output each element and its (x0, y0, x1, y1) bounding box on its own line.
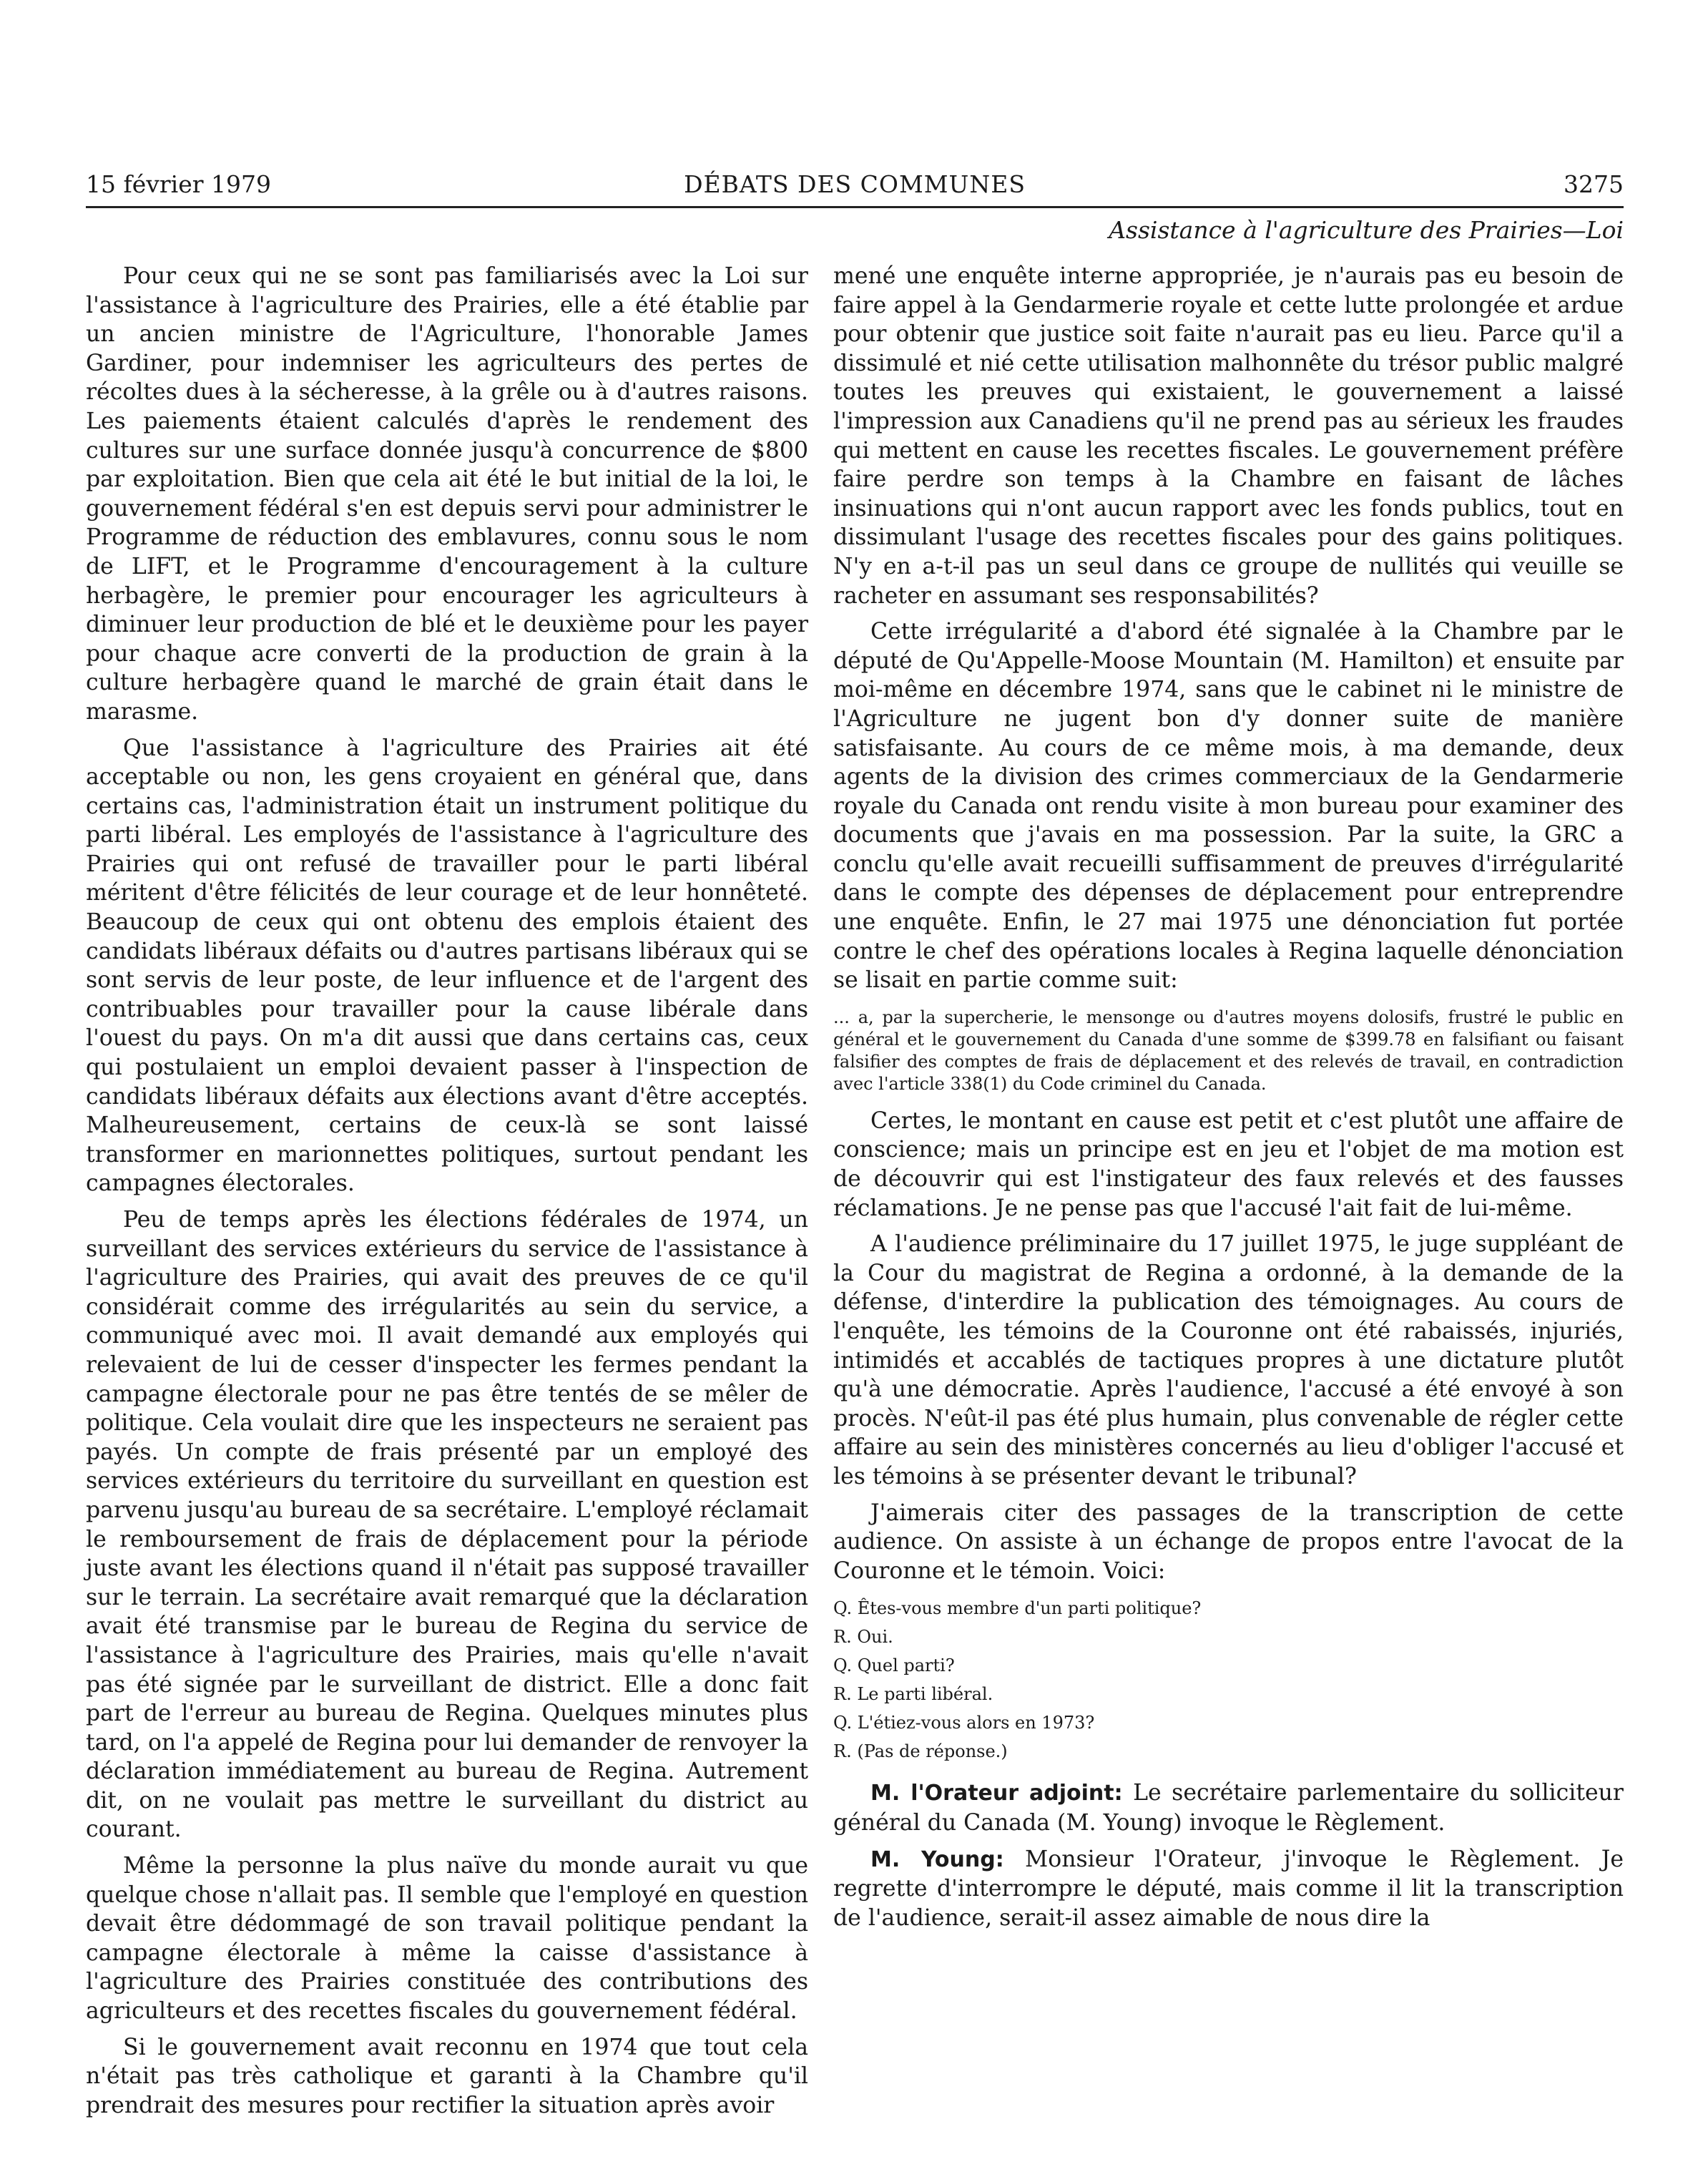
block-quote: ... a, par la supercherie, le mensonge ou d'autres moyens dolosifs, frustré le public en général et le gouvernement du Canada d'une somme de $399.78 en falsifiant ou faisant falsifier des comptes de frais de déplacement et des relevés de travail, en contradiction avec l'article 338(1) du Code criminel du Canada. (833, 1007, 1624, 1094)
paragraph: Même la personne la plus naïve du monde aurait vu que quelque chose n'allait pas. Il semble que l'employé en question devait être dédommagé de son travail politique pendant la campagne électorale à même la caisse d'assistance à l'agriculture des Prairies constituée des contributions des agriculteurs et des recettes fiscales du gouvernement fédéral. (86, 1853, 808, 2025)
paragraph: Cette irrégularité a d'abord été signalée à la Chambre par le député de Qu'Appelle-Moose Mountain (M. Hamilton) et ensuite par moi-même en décembre 1974, sans que le cabinet ni le ministre de l'Agriculture ne jugent bon d'y donner suite de manière satisfaisante. Au cours de ce même mois, à ma demande, deux agents de la division des crimes commerciaux de la Gendarmerie royale du Canada ont rendu visite à mon bureau pour examiner des documents que j'avais en ma possession. Par la suite, la GRC a conclu qu'elle avait recueilli suffisamment de preuves d'irrégularité dans le compte des dépenses de déplacement pour entreprendre une enquête. Enfin, le 27 mai 1975 une dénonciation fut portée contre le chef des opérations locales à Regina laquelle dénonciation se lisait en partie comme suit: (833, 619, 1624, 994)
paragraph: J'aimerais citer des passages de la transcription de cette audience. On assiste à un échange de propos entre l'avocat de la Couronne et le témoin. Voici: (833, 1500, 1624, 1584)
speech-paragraph (833, 1845, 1624, 1933)
page-number: 3275 (1564, 170, 1624, 198)
running-title: Assistance à l'agriculture des Prairies—Loi (1109, 216, 1624, 244)
speech-paragraph (833, 1779, 1624, 1837)
header-date: 15 février 1979 (86, 170, 271, 198)
speech-text: Monsieur l'Orateur, j'invoque le Règlement. Je regrette d'interrompre le député, mais comme il lit la transcription de l'audience, serait-il assez aimable de nous dire la (833, 1846, 1624, 1931)
speech-text: Le secrétaire parlementaire du solliciteur général du Canada (M. Young) invoque le Règlement. (833, 1780, 1624, 1836)
speaker-name: M. Young: (870, 1846, 1004, 1872)
paragraph: Que l'assistance à l'agriculture des Prairies ait été acceptable ou non, les gens croyaient en général que, dans certains cas, l'administration était un instrument politique du parti libéral. Les employés de l'assistance à l'agriculture des Prairies qui ont refusé de travailler pour le parti libéral méritent d'être félicités de leur courage et de leur honnêteté. Beaucoup de ceux qui ont obtenu des emplois étaient des candidats libéraux défaits ou d'autres partisans libéraux qui se sont servis de leur poste, de leur influence et de l'argent des contribuables pour travailler pour la cause libérale dans l'ouest du pays. On m'a dit aussi que dans certains cas, ceux qui postulaient un emploi devaient passer à l'inspection de candidats libéraux défaits aux élections avant d'être acceptés. Malheureusement, certains de ceux-là se sont laissé transformer en marionnettes politiques, surtout pendant les campagnes électorales. (86, 735, 808, 1197)
transcript-line: Q. Quel parti? (833, 1655, 955, 1676)
transcript-line: R. Le parti libéral. (833, 1684, 993, 1705)
right-column (833, 262, 1624, 1939)
left-column (86, 262, 808, 2127)
header-title: DÉBATS DES COMMUNES (684, 170, 1026, 198)
paragraph: Peu de temps après les élections fédérales de 1974, un surveillant des services extérieurs du service de l'assistance à l'agriculture des Prairies, qui avait des preuves de ce qu'il considérait comme des irrégularités au sein du service, a communiqué avec moi. Il avait demandé aux employés qui relevaient de lui de cesser d'inspecter les fermes pendant la campagne électorale pour ne pas être tentés de se mêler de politique. Cela voulait dire que les inspecteurs ne seraient pas payés. Un compte de frais présenté par un employé des services extérieurs du territoire du surveillant en question est parvenu jusqu'au bureau de sa secrétaire. L'employé réclamait le remboursement de frais de déplacement pour la période juste avant les élections quand il n'était pas supposé travailler sur le terrain. La secrétaire avait remarqué que la déclaration avait été transmise par le bureau de Regina du service de l'assistance à l'agriculture des Prairies, mais qu'elle n'avait pas été signée par le surveillant de district. Elle a donc fait part de l'erreur au bureau de Regina. Quelques minutes plus tard, on l'a appelé de Regina pour lui demander de renvoyer la déclaration immédiatement au bureau de Regina. Autrement dit, on ne voulait pas mettre le surveillant du district au courant. (86, 1207, 808, 1843)
paragraph: Certes, le montant en cause est petit et c'est plutôt une affaire de conscience; mais un principe est en jeu et l'objet de ma motion est de découvrir qui est l'instigateur des faux relevés et des fausses réclamations. Je ne pense pas que l'accusé l'ait fait de lui-même. (833, 1107, 1624, 1221)
transcript-excerpt (833, 1594, 1624, 1766)
transcript-line: R. Oui. (833, 1627, 893, 1648)
paragraph: Pour ceux qui ne se sont pas familiarisés avec la Loi sur l'assistance à l'agriculture des Prairies, elle a été établie par un ancien ministre de l'Agriculture, l'honorable James Gardiner, pour indemniser les agriculteurs des pertes de récoltes dues à la sécheresse, à la grêle ou à d'autres raisons. Les paiements étaient calculés d'après le rendement des cultures sur une surface donnée jusqu'à concurrence de $800 par exploitation. Bien que cela ait été le but initial de la loi, le gouvernement fédéral s'en est depuis servi pour administrer le Programme de réduction des emblavures, connu sous le nom de LIFT, et le Programme d'encouragement à la culture herbagère, le premier pour encourager les agriculteurs à diminuer leur production de blé et le deuxième pour les payer pour chaque acre converti de la production de grain à la culture herbagère quand le marché de grain était dans le marasme. (86, 263, 808, 725)
transcript-line: Q. L'étiez-vous alors en 1973? (833, 1713, 1095, 1733)
transcript-line: R. (Pas de réponse.) (833, 1741, 1008, 1762)
transcript-line: Q. Êtes-vous membre d'un parti politique? (833, 1598, 1202, 1619)
header-rule (86, 206, 1624, 208)
speaker-name: M. l'Orateur adjoint: (870, 1781, 1123, 1806)
paragraph: A l'audience préliminaire du 17 juillet 1975, le juge suppléant de la Cour du magistrat de Regina a ordonné, à la demande de la défense, d'interdire la publication des témoignages. Au cours de l'enquête, les témoins de la Couronne ont été rabaissés, injuriés, intimidés et accablés de tactiques propres à une dictature plutôt qu'à une démocratie. Après l'audience, l'accusé a été envoyé à son procès. N'eût-il pas été plus humain, plus convenable de régler cette affaire au sein des ministères concernés au lieu d'obliger l'accusé et les témoins à se présenter devant le tribunal? (833, 1231, 1624, 1489)
paragraph: Si le gouvernement avait reconnu en 1974 que tout cela n'était pas très catholique et garanti à la Chambre qu'il prendrait des mesures pour rectifier la situation après avoir (86, 2034, 808, 2118)
page-header (86, 166, 1624, 206)
paragraph-continuation: mené une enquête interne appropriée, je n'aurais pas eu besoin de faire appel à la Gendarmerie royale et cette lutte prolongée et ardue pour obtenir que justice soit faite n'aurait pas eu lieu. Parce qu'il a dissimulé et nié cette utilisation malhonnête du trésor public malgré toutes les preuves qui existaient, le gouvernement a laissé l'impression aux Canadiens qu'il ne prend pas au sérieux les fraudes qui mettent en cause les recettes fiscales. Le gouvernement préfère faire perdre son temps à la Chambre en faisant de lâches insinuations qui n'ont aucun rapport avec les fonds publics, tout en dissimulant l'usage des recettes fiscales pour des gains politiques. N'y en a-t-il pas un seul dans ce groupe de nullités qui veuille se racheter en assumant ses responsabilités? (833, 263, 1624, 609)
